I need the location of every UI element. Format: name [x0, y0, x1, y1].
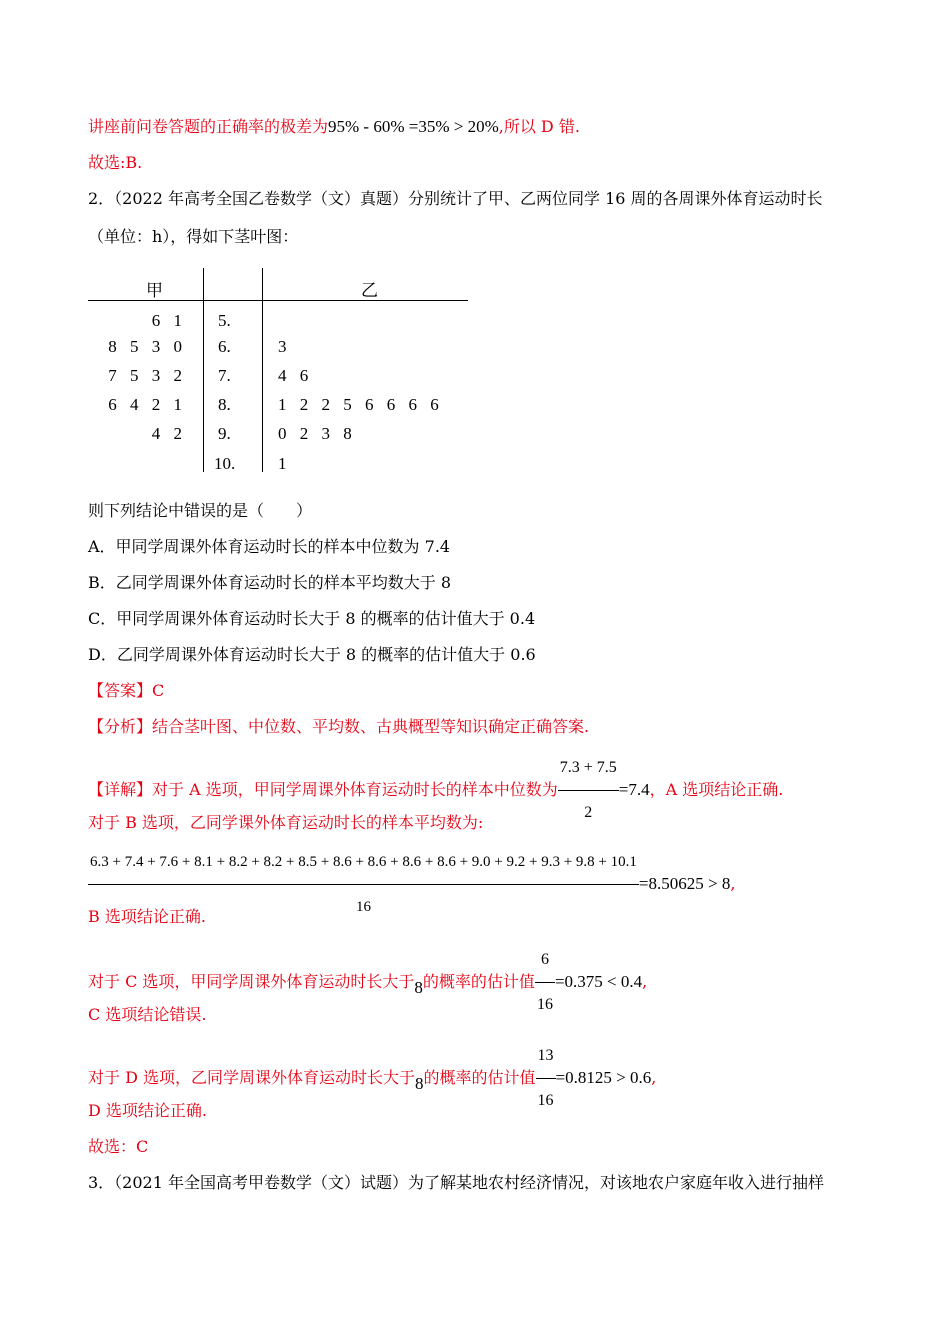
stem: 5. [218, 311, 231, 330]
math-expression: =0.375 < 0.4 [554, 972, 643, 991]
fraction [558, 748, 619, 833]
option-c: C．甲同学周课外体育运动时长大于 8 的概率的估计值大于 0.4 [88, 609, 536, 628]
text: 讲座前问卷答题的正确率的极差为 [88, 117, 329, 136]
denominator: 16 [536, 1078, 556, 1121]
detail-label: 【详解】 [88, 780, 153, 799]
leaf-left: 6 1 [151, 311, 182, 330]
math-expression: =0.8125 > 0.6 [555, 1068, 652, 1087]
leaf-right: 4 6 [278, 366, 309, 385]
math-expression: =7.4 [618, 780, 650, 799]
text: 对于 C 选项，甲同学周课外体育运动时长大于 [88, 972, 415, 991]
leaf-left: 6 4 2 1 [108, 395, 182, 414]
text: 的概率的估计值 [422, 972, 535, 991]
stem: 8. [218, 395, 231, 414]
fraction [536, 1036, 556, 1121]
math-number: 8 [414, 978, 423, 997]
numerator: 6.3 + 7.4 + 7.6 + 8.1 + 8.2 + 8.2 + 8.5 + 8.6 + 8.6 + 8.6 + 8.6 + 9.0 + 9.2 + 9.3 + 9.8 + 10.1 [90, 854, 637, 870]
stem: 7. [218, 366, 231, 385]
leaf-right: 0 2 3 8 [278, 424, 352, 443]
numerator: 7.3 + 7.5 [559, 759, 617, 776]
header-right: 乙 [361, 281, 378, 300]
text: , [651, 1068, 657, 1087]
math-number: 8 [415, 1074, 424, 1093]
numerator: 13 [537, 1047, 554, 1064]
math-expression: =8.50625 > 8 [638, 874, 731, 893]
detail-d-conclusion: D 选项结论正确. [88, 1101, 208, 1120]
leaf-right: 1 [278, 454, 287, 473]
text: ，A 选项结论正确. [649, 780, 784, 799]
leaf-left: 4 2 [151, 424, 182, 443]
denominator: 16 [88, 884, 639, 927]
final-choice: 故选：C [88, 1137, 149, 1156]
numerator: 6 [540, 951, 549, 968]
right-divider [262, 268, 263, 472]
option-a: A．甲同学周课外体育运动时长的样本中位数为 7.4 [88, 537, 451, 556]
prev-choice: 故选:B. [88, 153, 143, 172]
question-2-line2: （单位：h），得如下茎叶图： [88, 227, 299, 246]
text: 对于 D 选项，乙同学周课外体育运动时长大于 [88, 1068, 416, 1087]
text: ,所以 D 错. [498, 117, 580, 136]
header-left: 甲 [146, 281, 163, 300]
leaf-right: 1 2 2 5 6 6 6 6 [278, 395, 439, 414]
question-3: 3．（2021 年全国高考甲卷数学（文）试题）为了解某地农村经济情况，对该地农户家庭年收入进行抽样 [88, 1173, 824, 1192]
text: 的概率的估计值 [423, 1068, 536, 1087]
stem-leaf-plot [88, 268, 468, 474]
math-expression: 95% - 60% =35% > 20% [328, 117, 499, 136]
answer: 【答案】C [88, 681, 165, 700]
leaf-left: 7 5 3 2 [108, 366, 182, 385]
detail-b-conclusion: B 选项结论正确. [88, 907, 206, 926]
text: , [642, 972, 648, 991]
detail-b-intro: 对于 B 选项，乙同学课外体育运动时长的样本平均数为: [88, 813, 484, 832]
question-2-line1: 2．（2022 年高考全国乙卷数学（文）真题）分别统计了甲、乙两位同学 16 周的各周课外体育运动时长 [88, 189, 823, 208]
fraction [535, 940, 555, 1025]
text: 对于 A 选项，甲同学周课外体育运动时长的样本中位数为 [152, 780, 558, 799]
denominator: 2 [558, 790, 619, 833]
detail-c-conclusion: C 选项结论错误. [88, 1005, 207, 1024]
option-d: D．乙同学周课外体育运动时长大于 8 的概率的估计值大于 0.6 [88, 645, 536, 664]
leaf-right: 3 [278, 337, 287, 356]
stem: 9. [218, 424, 231, 443]
text: , [730, 874, 736, 893]
left-divider [203, 268, 204, 472]
analysis: 【分析】结合茎叶图、中位数、平均数、古典概型等知识确定正确答案. [88, 717, 590, 736]
stem: 6. [218, 337, 231, 356]
stem: 10. [214, 454, 236, 473]
header-rule [88, 300, 468, 301]
option-b: B．乙同学周课外体育运动时长的样本平均数大于 8 [88, 573, 452, 592]
prev-solution-line [88, 116, 580, 138]
question-stem: 则下列结论中错误的是（ ） [88, 501, 313, 520]
leaf-left: 8 5 3 0 [108, 337, 182, 356]
denominator: 16 [535, 982, 555, 1025]
